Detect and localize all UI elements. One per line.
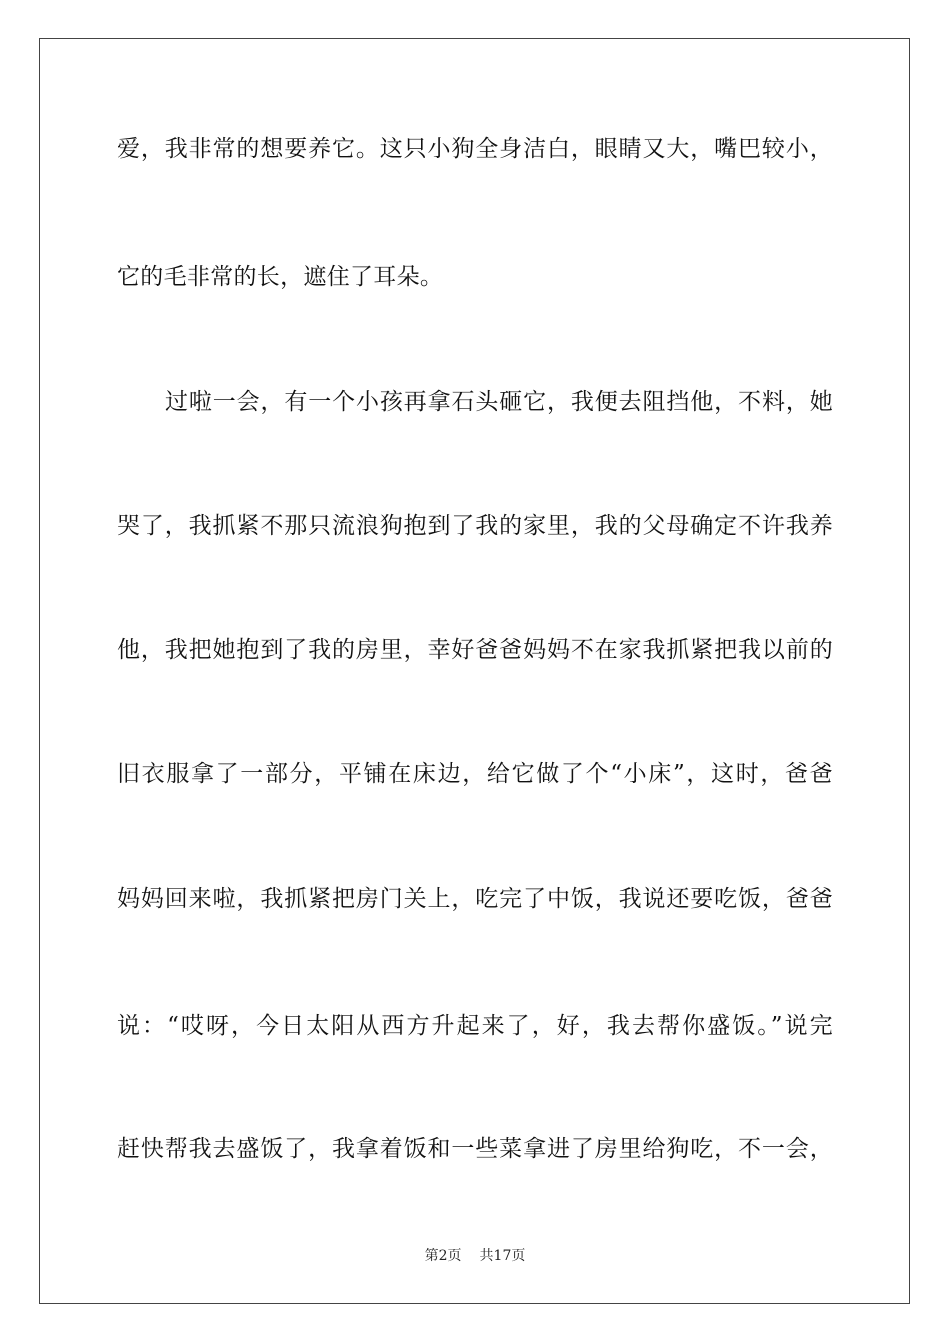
paragraph-line: 它的毛非常的长，遮住了耳朵。: [117, 264, 444, 290]
page-footer: [0, 1247, 950, 1265]
paragraph-line: 妈妈回来啦，我抓紧把房门关上，吃完了中饭，我说还要吃饭，爸爸: [117, 886, 833, 912]
paragraph-line: 爱，我非常的想要养它。这只小狗全身洁白，眼睛又大，嘴巴较小，: [117, 136, 833, 162]
page-frame: [39, 38, 910, 1304]
page-number: 第2页: [424, 1248, 462, 1264]
paragraph-line: 说：“哎呀，今日太阳从西方升起来了，好，我去帮你盛饭。”说完: [117, 1013, 833, 1039]
paragraph-line-indented: 过啦一会，有一个小孩再拿石头砸它，我便去阻挡他，不料，她: [165, 389, 833, 415]
paragraph-line: 哭了，我抓紧不那只流浪狗抱到了我的家里，我的父母确定不许我养: [117, 513, 833, 539]
paragraph-line: 他，我把她抱到了我的房里，幸好爸爸妈妈不在家我抓紧把我以前的: [117, 637, 833, 663]
paragraph-line: 赶快帮我去盛饭了，我拿着饭和一些菜拿进了房里给狗吃，不一会，: [117, 1136, 833, 1162]
page-total: 共17页: [479, 1248, 526, 1264]
paragraph-line: 旧衣服拿了一部分，平铺在床边，给它做了个“小床”，这时，爸爸: [117, 761, 833, 787]
